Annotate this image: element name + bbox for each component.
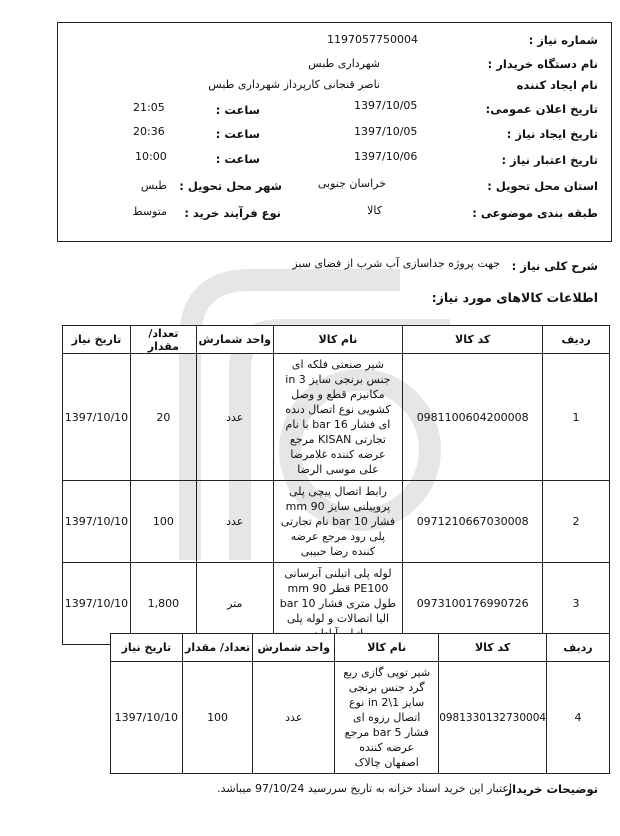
creator-label: نام ایجاد کننده <box>516 78 598 92</box>
header-name: نام کالا <box>273 326 403 354</box>
row-name: شیر صنعتی فلکه ای جنس برنجی سایز in 3 مکانیزم قطع و وصل کشویی نوع اتصال دنده ای فشار bar 16 با نام تجارتی KISAN مرجع عرضه کننده غلامرضا علی موسی الرضا <box>273 354 403 481</box>
row-unit: عدد <box>196 354 273 481</box>
items-table-continued <box>110 633 610 774</box>
delivery-city-label: شهر محل تحویل : <box>179 179 282 193</box>
header-code: کد کالا <box>439 634 547 662</box>
table-row <box>111 662 610 774</box>
validity-time-label: ساعت : <box>215 152 260 166</box>
category-label: طبقه بندی موضوعی : <box>472 206 598 220</box>
category-value: کالا <box>367 204 382 217</box>
announce-date-value: 1397/10/05 <box>354 99 418 112</box>
header-qty: تعداد/ مقدار <box>182 634 253 662</box>
row-code: 0981100604200008 <box>403 354 543 481</box>
row-name: لوله پلی اتیلنی آبرسانی PE100 قطر mm 90 طول متری فشار bar 10 الیا اتصالات و لوله پلی <box>273 563 403 645</box>
header-date: تاریخ نیاز <box>111 634 183 662</box>
row-code: 0971210667030008 <box>403 481 543 563</box>
creator-value: ناصر قنجانی کارپرداز شهرداری طبس <box>208 78 380 91</box>
header-unit: واحد شمارش <box>196 326 273 354</box>
row-unit: عدد <box>196 481 273 563</box>
row-date: 1397/10/10 <box>63 481 131 563</box>
items-section-title: اطلاعات کالاهای مورد نیاز: <box>431 290 598 305</box>
table-row <box>63 354 610 481</box>
create-date-label: تاریخ ایجاد نیاز : <box>506 127 598 141</box>
header-row: ردیف <box>547 634 610 662</box>
row-index: 3 <box>543 563 610 645</box>
summary-text: جهت پروژه جداسازی آب شرب از فضای سبز <box>292 257 500 270</box>
validity-time-value: 10:00 <box>135 150 167 163</box>
delivery-city-value: طبس <box>140 179 167 192</box>
header-date: تاریخ نیاز <box>63 326 131 354</box>
create-time-label: ساعت : <box>215 127 260 141</box>
row-qty: 100 <box>182 662 253 774</box>
table-header-row <box>63 326 610 354</box>
delivery-province-label: استان محل تحویل : <box>487 179 598 193</box>
validity-date-value: 1397/10/06 <box>354 150 418 163</box>
header-name: نام کالا <box>335 634 439 662</box>
header-qty: تعداد/ مقدار <box>130 326 196 354</box>
row-date: 1397/10/10 <box>63 563 131 645</box>
row-unit: عدد <box>253 662 335 774</box>
need-number-value: 1197057750004 <box>327 33 418 46</box>
validity-date-label: تاریخ اعتبار نیاز : <box>501 153 598 167</box>
announce-time-value: 21:05 <box>133 101 165 114</box>
create-time-value: 20:36 <box>133 125 165 138</box>
row-qty: 20 <box>130 354 196 481</box>
row-date: 1397/10/10 <box>63 354 131 481</box>
announce-time-label: ساعت : <box>215 103 260 117</box>
delivery-province-value: خراسان جنوبی <box>317 177 386 190</box>
items-table <box>62 325 610 645</box>
row-qty: 100 <box>130 481 196 563</box>
row-name: شیر توپی گازی ربع گرد جنس برنجی سایز in 2\1 نوع اتصال رزوه ای فشار bar 5 مرجع عرضه کننده اصفهان چالاک <box>335 662 439 774</box>
row-code: 0981330132730004 <box>439 662 547 774</box>
announce-date-label: تاریخ اعلان عمومی: <box>485 102 598 116</box>
row-name: رابط اتصال پیچی پلی پروپیلنی سایز mm 90 فشار bar 10 نام تجارتی پلی رود مرجع عرضه کننده رضا حبیبی <box>273 481 403 563</box>
summary-label: شرح کلی نیاز : <box>511 259 598 273</box>
process-value: متوسط <box>132 205 167 218</box>
row-index: 2 <box>543 481 610 563</box>
table-row <box>63 481 610 563</box>
row-date: 1397/10/10 <box>111 662 183 774</box>
table-header-row <box>111 634 610 662</box>
header-code: کد کالا <box>403 326 543 354</box>
buyer-org-label: نام دستگاه خریدار : <box>487 57 598 71</box>
buyer-notes-label: توضیحات خریدار <box>505 782 598 796</box>
row-code: 0973100176990726 <box>403 563 543 645</box>
need-number-label: شماره نیاز : <box>528 33 598 47</box>
buyer-org-value: شهرداری طبس <box>308 57 380 70</box>
create-date-value: 1397/10/05 <box>354 125 418 138</box>
row-index: 1 <box>543 354 610 481</box>
row-index: 4 <box>547 662 610 774</box>
row-qty: 1,800 <box>130 563 196 645</box>
row-unit: متر <box>196 563 273 645</box>
buyer-notes-text: اعتبار این خرید اسناد خزانه به تاریخ سررسید 97/10/24 میباشد. <box>217 782 512 795</box>
process-label: نوع فرآیند خرید : <box>184 206 281 220</box>
header-unit: واحد شمارش <box>253 634 335 662</box>
header-row: ردیف <box>543 326 610 354</box>
